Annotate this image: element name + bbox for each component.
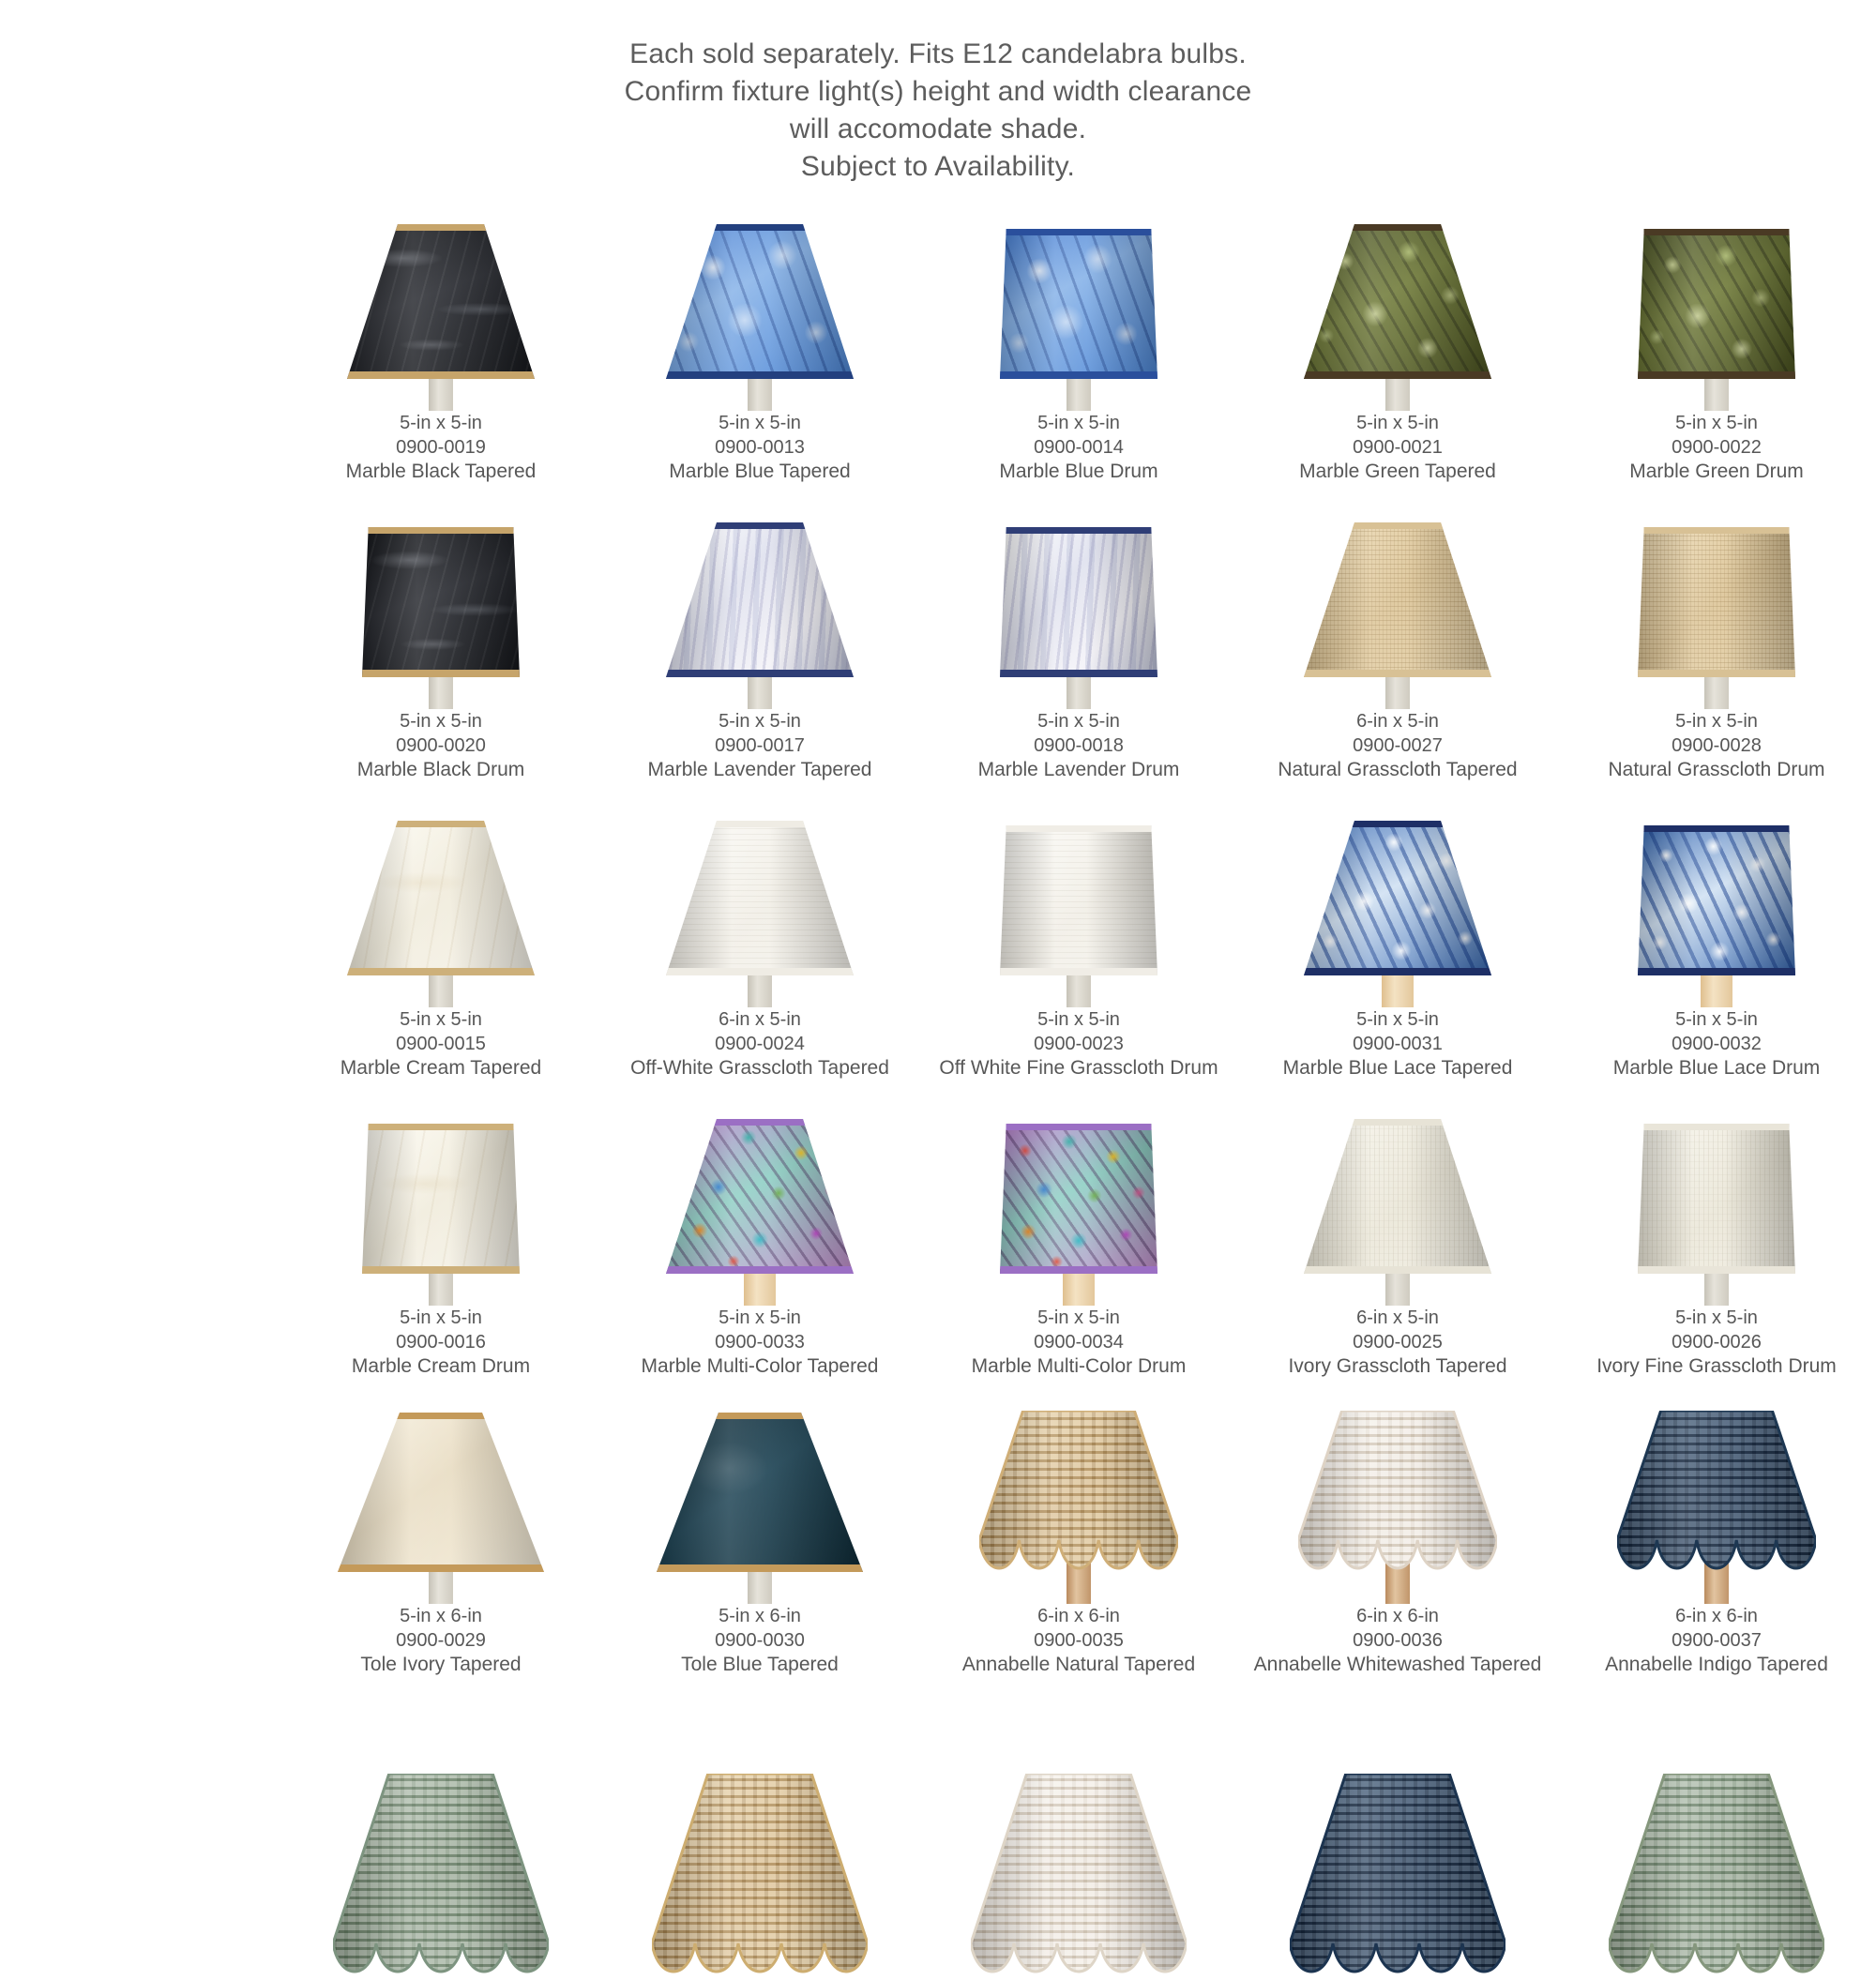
shade-image [600, 1750, 919, 1975]
shade-top-rim [657, 1413, 863, 1419]
product-name: Marble Green Tapered [1299, 461, 1496, 482]
shade-top-rim [362, 1124, 520, 1130]
product-size: 5-in x 5-in [1675, 711, 1758, 732]
lamp-shade [652, 1774, 868, 1975]
product-size: 5-in x 5-in [719, 711, 801, 732]
product-card[interactable] [1557, 782, 1876, 1081]
product-card[interactable] [281, 1379, 600, 1677]
product-card[interactable] [919, 186, 1238, 484]
product-sku: 0900-0032 [1672, 1034, 1762, 1054]
shade-image [600, 782, 919, 1007]
shade-image [1238, 484, 1557, 709]
lamp-shade [971, 1774, 1187, 1975]
shade-bottom-rim [362, 1266, 520, 1274]
lamp-shade [362, 527, 520, 677]
product-card[interactable] [281, 1081, 600, 1379]
product-card[interactable] [1557, 1677, 1876, 1975]
lamp-shade [1304, 224, 1491, 379]
shade-top-rim [666, 224, 854, 231]
lamp-shade [1298, 1411, 1497, 1572]
product-sku: 0900-0021 [1353, 437, 1443, 458]
shade-image [600, 1081, 919, 1306]
product-grid [141, 186, 1837, 1975]
shade-top-rim [1304, 522, 1491, 529]
product-caption [600, 1306, 919, 1379]
shade-image [1557, 1081, 1876, 1306]
lamp-shade [333, 1774, 549, 1975]
lamp-shade [1304, 821, 1491, 975]
product-caption [281, 411, 600, 484]
product-row [281, 1677, 1876, 1975]
product-caption [1238, 1306, 1557, 1379]
product-size: 5-in x 5-in [719, 1307, 801, 1328]
product-size: 6-in x 6-in [1356, 1606, 1439, 1626]
product-name: Marble Lavender Tapered [647, 759, 872, 780]
shade-image [919, 1081, 1238, 1306]
shade-top-rim [347, 224, 535, 231]
shade-bottom-rim [1000, 670, 1157, 677]
product-card[interactable] [1557, 186, 1876, 484]
shade-bottom-rim [666, 968, 854, 975]
shade-top-rim [1000, 527, 1157, 534]
product-sku: 0900-0034 [1034, 1332, 1124, 1353]
product-card[interactable] [1557, 1379, 1876, 1677]
product-card[interactable] [281, 782, 600, 1081]
header-line-4: Subject to Availability. [800, 151, 1076, 182]
lamp-shade [347, 821, 535, 975]
product-name: Natural Grasscloth Tapered [1278, 759, 1518, 780]
product-sku: 0900-0019 [396, 437, 486, 458]
lamp-shade [1609, 1774, 1824, 1975]
product-caption [1238, 1007, 1557, 1081]
product-size: 5-in x 5-in [400, 413, 482, 433]
product-card[interactable] [600, 1379, 919, 1677]
product-sku: 0900-0020 [396, 735, 486, 756]
product-sku: 0900-0014 [1034, 437, 1124, 458]
product-caption [1238, 709, 1557, 782]
product-size: 5-in x 5-in [1675, 413, 1758, 433]
product-caption [1238, 411, 1557, 484]
lamp-shade [1304, 522, 1491, 677]
product-card[interactable] [600, 484, 919, 782]
shade-bottom-rim [657, 1564, 863, 1572]
product-name: Marble Multi-Color Tapered [641, 1355, 879, 1377]
lamp-shade [1000, 229, 1157, 379]
product-name: Ivory Grasscloth Tapered [1288, 1355, 1507, 1377]
shade-pattern [347, 821, 535, 975]
lamp-shade [666, 1119, 854, 1274]
shade-bottom-rim [666, 371, 854, 379]
shade-bottom-rim [1638, 968, 1795, 975]
shade-top-rim [666, 522, 854, 529]
product-card[interactable] [600, 186, 919, 484]
shade-image [281, 1379, 600, 1604]
shade-top-rim [666, 1119, 854, 1126]
shade-pattern [666, 224, 854, 379]
product-caption [919, 709, 1238, 782]
shade-pattern [657, 1413, 863, 1572]
shade-top-rim [1638, 229, 1795, 235]
shade-image [1238, 782, 1557, 1007]
product-caption [1557, 411, 1876, 484]
shade-top-rim [1000, 825, 1157, 832]
product-card[interactable] [1238, 484, 1557, 782]
product-caption [281, 1306, 600, 1379]
product-sku: 0900-0037 [1672, 1630, 1762, 1651]
shade-pattern [1000, 1124, 1157, 1274]
shade-image [281, 782, 600, 1007]
product-card[interactable] [919, 1081, 1238, 1379]
shade-bottom-rim [1000, 371, 1157, 379]
product-sku: 0900-0026 [1672, 1332, 1762, 1353]
lamp-shade [1617, 1411, 1816, 1572]
product-name: Marble Black Tapered [345, 461, 537, 482]
product-card[interactable] [1238, 1081, 1557, 1379]
shade-image [281, 484, 600, 709]
product-name: Marble Green Drum [1629, 461, 1804, 482]
shade-bottom-rim [347, 371, 535, 379]
product-sku: 0900-0033 [715, 1332, 805, 1353]
product-row [281, 1379, 1876, 1677]
shade-bottom-rim [1304, 1266, 1491, 1274]
shade-bottom-rim [1638, 371, 1795, 379]
product-row [281, 782, 1876, 1081]
product-card[interactable] [919, 1379, 1238, 1677]
shade-top-rim [666, 821, 854, 827]
product-caption [1557, 1007, 1876, 1081]
shade-image [1557, 1379, 1876, 1604]
product-name: Marble Blue Lace Tapered [1282, 1057, 1513, 1079]
product-name: Marble Lavender Drum [977, 759, 1180, 780]
shade-top-rim [1638, 825, 1795, 832]
product-sku: 0900-0027 [1353, 735, 1443, 756]
product-caption [600, 1007, 919, 1081]
product-sku: 0900-0015 [396, 1034, 486, 1054]
shade-top-rim [347, 821, 535, 827]
product-size: 5-in x 5-in [1037, 711, 1120, 732]
product-name: Marble Cream Drum [351, 1355, 531, 1377]
product-caption [1238, 1604, 1557, 1677]
product-card[interactable] [1238, 1677, 1557, 1975]
product-name: Annabelle Natural Tapered [961, 1654, 1196, 1675]
shade-image [1238, 1081, 1557, 1306]
lamp-shade [1638, 229, 1795, 379]
product-card[interactable] [919, 484, 1238, 782]
product-card[interactable] [600, 1677, 919, 1975]
product-size: 5-in x 5-in [1037, 1009, 1120, 1030]
shade-pattern [1638, 1124, 1795, 1274]
product-name: Annabelle Indigo Tapered [1605, 1654, 1828, 1675]
lamp-shade [1000, 527, 1157, 677]
header-line-2: Confirm fixture light(s) height and width clearance [624, 76, 1252, 107]
shade-bottom-rim [1638, 1266, 1795, 1274]
product-name: Marble Multi-Color Drum [971, 1355, 1187, 1377]
product-size: 5-in x 5-in [1356, 1009, 1439, 1030]
product-name: Off White Fine Grasscloth Drum [939, 1057, 1218, 1079]
shade-image [1557, 782, 1876, 1007]
shade-image [919, 186, 1238, 411]
product-sku: 0900-0035 [1034, 1630, 1124, 1651]
shade-image [919, 1379, 1238, 1604]
shade-image [1557, 186, 1876, 411]
shade-pattern [338, 1413, 544, 1572]
product-sku: 0900-0031 [1353, 1034, 1443, 1054]
shade-image [1557, 484, 1876, 709]
shade-image [600, 484, 919, 709]
product-name: Tole Blue Tapered [681, 1654, 839, 1675]
product-size: 5-in x 6-in [719, 1606, 801, 1626]
product-sku: 0900-0025 [1353, 1332, 1443, 1353]
shade-image [919, 782, 1238, 1007]
lamp-shade [979, 1411, 1178, 1572]
shade-image [281, 1750, 600, 1975]
shade-pattern [666, 1119, 854, 1274]
product-size: 5-in x 5-in [1675, 1009, 1758, 1030]
product-size: 6-in x 5-in [719, 1009, 801, 1030]
product-sku: 0900-0036 [1353, 1630, 1443, 1651]
lamp-shade [362, 1124, 520, 1274]
header-line-1: Each sold separately. Fits E12 candelabra bulbs. [629, 38, 1247, 69]
product-card[interactable] [919, 1677, 1238, 1975]
product-card[interactable] [919, 782, 1238, 1081]
product-caption [281, 709, 600, 782]
product-row [281, 1081, 1876, 1379]
lamp-shade [666, 522, 854, 677]
lamp-shade [347, 224, 535, 379]
shade-bottom-rim [666, 1266, 854, 1274]
product-row [281, 186, 1876, 484]
shade-pattern [1000, 229, 1157, 379]
shade-pattern [1000, 527, 1157, 677]
shade-image [600, 1379, 919, 1604]
shade-pattern [666, 821, 854, 975]
product-size: 5-in x 5-in [719, 413, 801, 433]
shade-bottom-rim [1304, 670, 1491, 677]
shade-image [1238, 186, 1557, 411]
shade-bottom-rim [1304, 371, 1491, 379]
shade-image [1238, 1750, 1557, 1975]
product-sku: 0900-0029 [396, 1630, 486, 1651]
product-name: Tole Ivory Tapered [360, 1654, 522, 1675]
product-name: Ivory Fine Grasscloth Drum [1596, 1355, 1837, 1377]
product-size: 5-in x 5-in [400, 711, 482, 732]
shade-top-rim [1000, 229, 1157, 235]
product-name: Off-White Grasscloth Tapered [630, 1057, 889, 1079]
shade-image [600, 186, 919, 411]
shade-bottom-rim [1000, 968, 1157, 975]
product-sku: 0900-0013 [715, 437, 805, 458]
lamp-shade [657, 1413, 863, 1572]
product-caption [919, 1306, 1238, 1379]
shade-bottom-rim [347, 968, 535, 975]
shade-image [281, 186, 600, 411]
shade-image [281, 1081, 600, 1306]
lamp-shade [1304, 1119, 1491, 1274]
lamp-shade [1290, 1774, 1505, 1975]
shade-image [919, 484, 1238, 709]
shade-image [919, 1750, 1238, 1975]
shade-top-rim [1304, 224, 1491, 231]
product-caption [1557, 1306, 1876, 1379]
lamp-shade [338, 1413, 544, 1572]
shade-bottom-rim [1638, 670, 1795, 677]
product-size: 6-in x 6-in [1037, 1606, 1120, 1626]
shade-top-rim [362, 527, 520, 534]
product-size: 5-in x 5-in [1356, 413, 1439, 433]
product-caption [1557, 709, 1876, 782]
product-card[interactable] [1238, 186, 1557, 484]
product-sku: 0900-0017 [715, 735, 805, 756]
product-card[interactable] [1238, 1379, 1557, 1677]
shade-image [1557, 1750, 1876, 1975]
lamp-shade [1638, 527, 1795, 677]
product-card[interactable] [600, 1081, 919, 1379]
product-size: 6-in x 6-in [1675, 1606, 1758, 1626]
shade-bottom-rim [338, 1564, 544, 1572]
product-card[interactable] [281, 186, 600, 484]
product-caption [600, 709, 919, 782]
product-size: 5-in x 5-in [400, 1307, 482, 1328]
shade-top-rim [1304, 821, 1491, 827]
lamp-shade [666, 821, 854, 975]
shade-pattern [1304, 522, 1491, 677]
shade-pattern [362, 527, 520, 677]
product-name: Marble Blue Drum [999, 461, 1158, 482]
product-name: Marble Blue Lace Drum [1612, 1057, 1821, 1079]
product-size: 5-in x 6-in [400, 1606, 482, 1626]
product-name: Annabelle Whitewashed Tapered [1253, 1654, 1542, 1675]
lamp-shade [1000, 1124, 1157, 1274]
product-name: Marble Black Drum [356, 759, 525, 780]
lamp-shade [1638, 825, 1795, 975]
product-caption [600, 1604, 919, 1677]
product-sku: 0900-0018 [1034, 735, 1124, 756]
shade-pattern [347, 224, 535, 379]
lamp-shade [1000, 825, 1157, 975]
page-header [0, 0, 1876, 186]
product-row [281, 484, 1876, 782]
shade-top-rim [1000, 1124, 1157, 1130]
product-caption [919, 1007, 1238, 1081]
shade-pattern [1304, 224, 1491, 379]
product-caption [281, 1604, 600, 1677]
product-name: Marble Blue Tapered [669, 461, 851, 482]
shade-top-rim [1638, 1124, 1795, 1130]
product-sku: 0900-0024 [715, 1034, 805, 1054]
product-caption [919, 1604, 1238, 1677]
shade-bottom-rim [362, 670, 520, 677]
shade-bottom-rim [1304, 968, 1491, 975]
shade-pattern [666, 522, 854, 677]
shade-bottom-rim [666, 670, 854, 677]
shade-bottom-rim [1000, 1266, 1157, 1274]
product-sku: 0900-0016 [396, 1332, 486, 1353]
shade-top-rim [1304, 1119, 1491, 1126]
product-size: 6-in x 5-in [1356, 711, 1439, 732]
shade-pattern [1638, 825, 1795, 975]
product-size: 5-in x 5-in [1675, 1307, 1758, 1328]
shade-pattern [1000, 825, 1157, 975]
shade-top-rim [338, 1413, 544, 1419]
lamp-shade [1638, 1124, 1795, 1274]
product-size: 5-in x 5-in [1037, 413, 1120, 433]
product-name: Marble Cream Tapered [340, 1057, 542, 1079]
shade-image [1238, 1379, 1557, 1604]
product-caption [281, 1007, 600, 1081]
product-caption [1557, 1604, 1876, 1677]
shade-pattern [1638, 229, 1795, 379]
product-size: 5-in x 5-in [1037, 1307, 1120, 1328]
product-size: 5-in x 5-in [400, 1009, 482, 1030]
lamp-shade [666, 224, 854, 379]
shade-pattern [1304, 1119, 1491, 1274]
product-sku: 0900-0022 [1672, 437, 1762, 458]
product-card[interactable] [1238, 782, 1557, 1081]
product-caption [600, 411, 919, 484]
shade-pattern [1638, 527, 1795, 677]
product-sku: 0900-0030 [715, 1630, 805, 1651]
product-card[interactable] [281, 484, 600, 782]
shade-pattern [1304, 821, 1491, 975]
product-sku: 0900-0028 [1672, 735, 1762, 756]
product-name: Natural Grasscloth Drum [1608, 759, 1825, 780]
product-size: 6-in x 5-in [1356, 1307, 1439, 1328]
product-sku: 0900-0023 [1034, 1034, 1124, 1054]
product-card[interactable] [1557, 484, 1876, 782]
product-card[interactable] [600, 782, 919, 1081]
product-caption [919, 411, 1238, 484]
shade-top-rim [1638, 527, 1795, 534]
header-line-3: will accomodate shade. [789, 113, 1087, 144]
shade-pattern [362, 1124, 520, 1274]
product-card[interactable] [281, 1677, 600, 1975]
product-card[interactable] [1557, 1081, 1876, 1379]
